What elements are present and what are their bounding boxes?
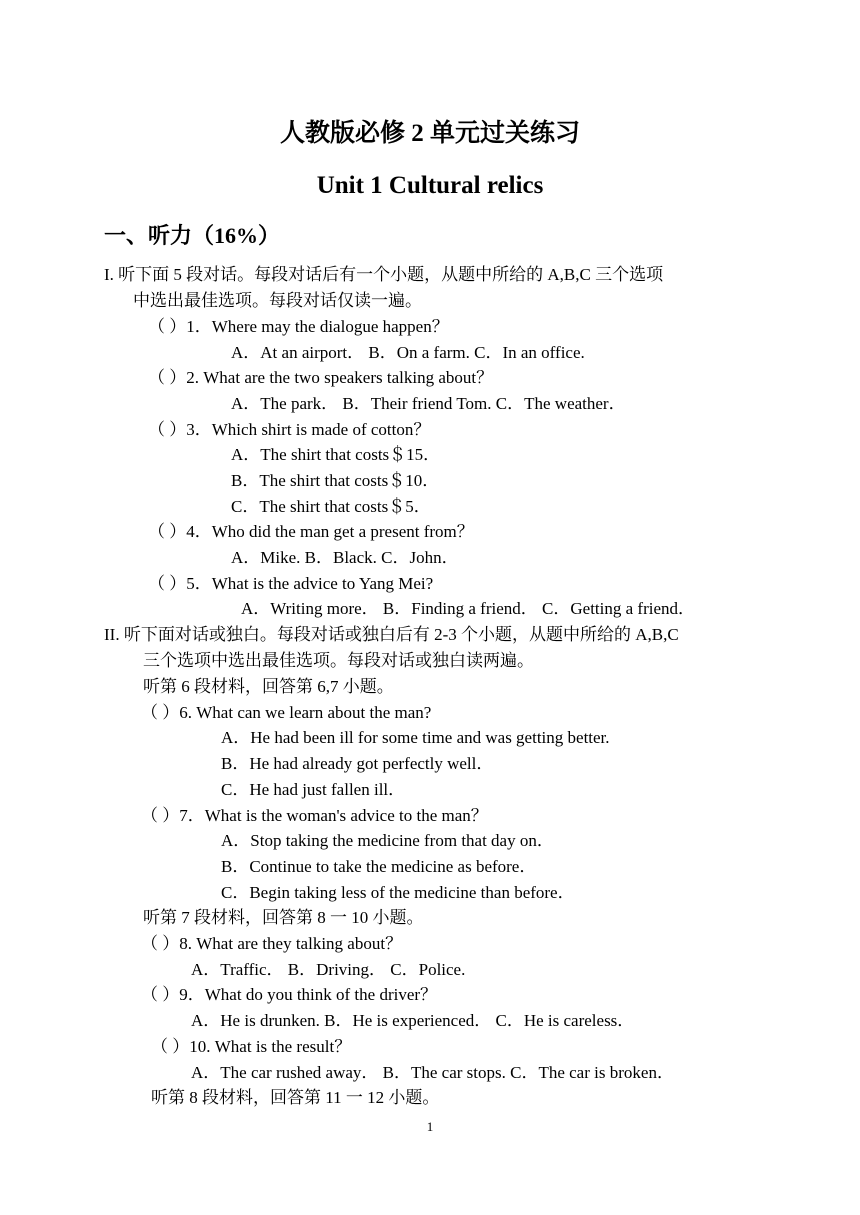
material-7-heading: 听第 7 段材料，回答第 8 一 10 小题。 — [143, 908, 424, 927]
question-7-option-b: B．Continue to take the medicine as before． — [221, 857, 537, 876]
question-6-option-a: A．He had been ill for some time and was getting better. — [221, 728, 610, 747]
question-7-option-a: A．Stop taking the medicine from that day on． — [221, 831, 554, 850]
question-3-option-c: C．The shirt that costs＄5． — [231, 497, 431, 516]
part-i-instruction-line-1: I. 听下面 5 段对话。每段对话后有一个小题，从题中所给的 A,B,C 三个选项 — [104, 265, 664, 284]
question-7-stem: （ ）7．What is the woman's advice to the man？ — [141, 806, 488, 825]
question-6-option-b: B．He had already got perfectly well． — [221, 754, 494, 773]
question-2-stem: （ ）2. What are the two speakers talking about？ — [148, 368, 494, 387]
page-number: 1 — [426, 1119, 434, 1134]
question-7-option-c: C．Begin taking less of the medicine than before． — [221, 883, 575, 902]
question-3-option-a: A．The shirt that costs＄15． — [231, 445, 441, 464]
material-6-heading: 听第 6 段材料，回答第 6,7 小题。 — [143, 677, 394, 696]
document-subtitle: Unit 1 Cultural relics — [316, 172, 544, 199]
document-title: 人教版必修 2 单元过关练习 — [279, 120, 580, 147]
question-8-options: A．Traffic． B．Driving． C．Police. — [191, 960, 466, 979]
question-8-stem: （ ）8. What are they talking about？ — [141, 934, 403, 953]
question-4-options: A．Mike. B．Black. C．John． — [231, 548, 459, 567]
question-5-options: A．Writing more． B．Finding a friend． C．Getting a friend． — [241, 599, 695, 618]
question-9-stem: （ ）9．What do you think of the driver？ — [141, 985, 438, 1004]
question-1-stem: （ ）1．Where may the dialogue happen？ — [148, 317, 449, 336]
question-2-options: A．The park． B．Their friend Tom. C．The weather． — [231, 394, 626, 413]
question-6-stem: （ ）6. What can we learn about the man? — [141, 703, 432, 722]
question-9-options: A．He is drunken. B．He is experienced． C．He is careless． — [191, 1011, 635, 1030]
question-3-option-b: B．The shirt that costs＄10． — [231, 471, 440, 490]
section-heading-listening: 一、听力（16%） — [104, 223, 281, 248]
material-8-heading: 听第 8 段材料，回答第 11 一 12 小题。 — [151, 1088, 440, 1107]
question-3-stem: （ ）3．Which shirt is made of cotton？ — [148, 420, 431, 439]
part-i-instruction-line-2: 中选出最佳选项。每段对话仅读一遍。 — [133, 291, 422, 310]
question-4-stem: （ ）4．Who did the man get a present from？ — [148, 522, 474, 541]
question-10-options: A．The car rushed away． B．The car stops. C．The car is broken． — [191, 1063, 674, 1082]
part-ii-instruction-line-2: 三个选项中选出最佳选项。每段对话或独白读两遍。 — [143, 651, 534, 670]
question-5-stem: （ ）5．What is the advice to Yang Mei? — [148, 574, 434, 593]
question-1-options: A．At an airport． B．On a farm. C．In an office. — [231, 343, 585, 362]
question-10-stem: （ ）10. What is the result？ — [151, 1037, 352, 1056]
part-ii-instruction-line-1: II. 听下面对话或独白。每段对话或独白后有 2-3 个小题，从题中所给的 A,B,C — [104, 625, 679, 644]
question-6-option-c: C．He had just fallen ill． — [221, 780, 406, 799]
